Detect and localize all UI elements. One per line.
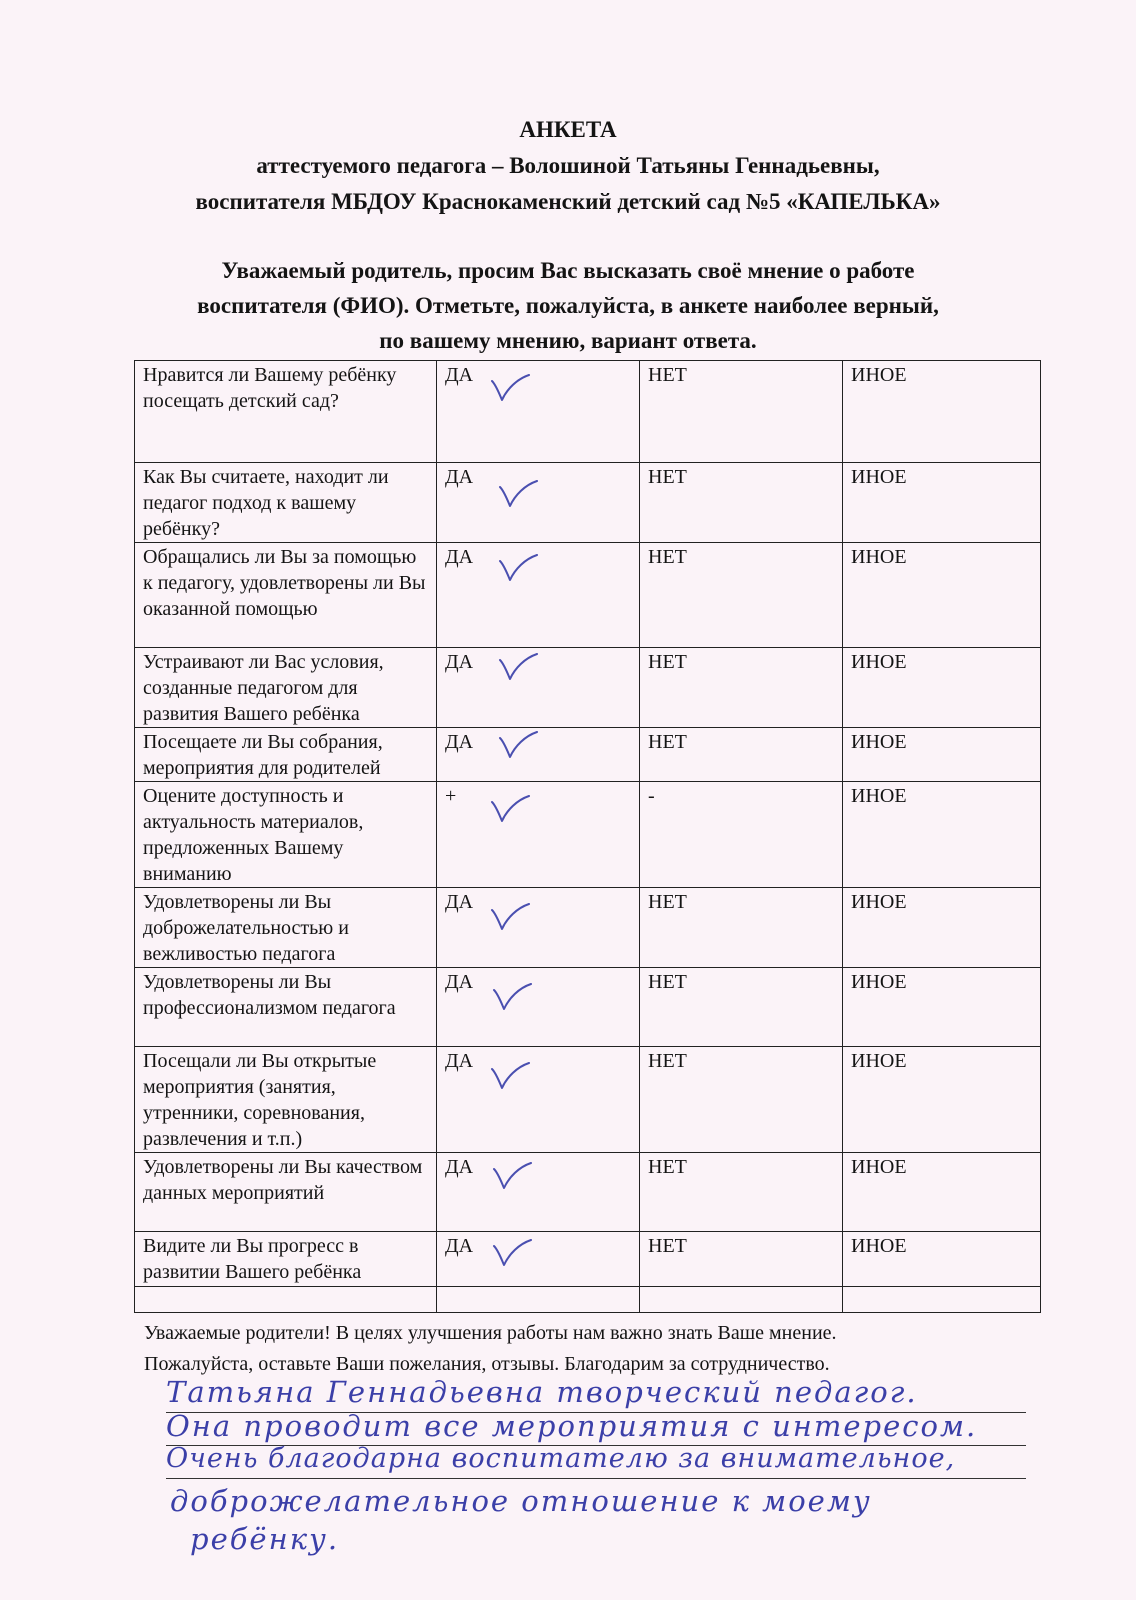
answer-label: ДА bbox=[445, 1156, 474, 1178]
survey-row bbox=[135, 1232, 1041, 1287]
answer-yes-cell[interactable] bbox=[437, 888, 640, 968]
answer-other-cell[interactable] bbox=[843, 361, 1041, 463]
question-cell bbox=[135, 782, 437, 888]
answer-yes-cell[interactable] bbox=[437, 968, 640, 1047]
survey-row bbox=[135, 728, 1041, 782]
checkmark-icon bbox=[491, 1161, 533, 1191]
survey-row bbox=[135, 968, 1041, 1047]
empty-cell bbox=[640, 1287, 843, 1313]
answer-no-cell[interactable] bbox=[640, 728, 843, 782]
answer-other-cell[interactable] bbox=[843, 648, 1041, 728]
handwritten-comment-line-2: Она проводит все мероприятия с интересом. bbox=[166, 1409, 978, 1443]
answer-other-cell[interactable] bbox=[843, 543, 1041, 648]
answer-yes-cell[interactable] bbox=[437, 361, 640, 463]
answer-no-cell[interactable] bbox=[640, 968, 843, 1047]
answer-no-cell[interactable] bbox=[640, 463, 843, 543]
answer-label: НЕТ bbox=[648, 651, 687, 673]
answer-no-cell[interactable] bbox=[640, 782, 843, 888]
handwritten-comment-line-4: доброжелательное отношение к моему bbox=[170, 1484, 872, 1518]
question-text: Удовлетворены ли Вы качеством данных мероприятий bbox=[143, 1156, 423, 1204]
answer-label: ДА bbox=[445, 891, 474, 913]
handwritten-comment-line-1: Татьяна Геннадьевна творческий педагог. bbox=[166, 1375, 918, 1409]
empty-cell bbox=[437, 1287, 640, 1313]
question-text: Удовлетворены ли Вы доброжелательностью и вежливостью педагога bbox=[143, 891, 349, 965]
answer-label: ДА bbox=[445, 1050, 474, 1072]
question-text: Посещаете ли Вы собрания, мероприятия для родителей bbox=[143, 731, 383, 779]
answer-label: ИНОЕ bbox=[851, 651, 907, 673]
answer-label: + bbox=[445, 785, 457, 807]
question-cell bbox=[135, 1047, 437, 1153]
question-cell bbox=[135, 968, 437, 1047]
answer-yes-cell[interactable] bbox=[437, 782, 640, 888]
intro-text bbox=[0, 253, 1136, 358]
question-cell bbox=[135, 361, 437, 463]
answer-label: ИНОЕ bbox=[851, 731, 907, 753]
answer-other-cell[interactable] bbox=[843, 1047, 1041, 1153]
answer-label: НЕТ bbox=[648, 1050, 687, 1072]
handwritten-comment-line-5: ребёнку. bbox=[190, 1522, 340, 1556]
answer-label: НЕТ bbox=[648, 466, 687, 488]
answer-label: ИНОЕ bbox=[851, 1156, 907, 1178]
checkmark-icon bbox=[489, 794, 531, 824]
question-cell bbox=[135, 728, 437, 782]
answer-other-cell[interactable] bbox=[843, 463, 1041, 543]
answer-label: НЕТ bbox=[648, 364, 687, 386]
answer-label: ИНОЕ bbox=[851, 785, 907, 807]
answer-label: ДА bbox=[445, 971, 474, 993]
checkmark-icon bbox=[489, 902, 531, 932]
footer-note bbox=[144, 1318, 837, 1380]
answer-other-cell[interactable] bbox=[843, 968, 1041, 1047]
survey-row bbox=[135, 782, 1041, 888]
question-cell bbox=[135, 648, 437, 728]
answer-label: ИНОЕ bbox=[851, 1235, 907, 1257]
answer-no-cell[interactable] bbox=[640, 888, 843, 968]
question-text: Видите ли Вы прогресс в развитии Вашего ребёнка bbox=[143, 1235, 362, 1283]
answer-yes-cell[interactable] bbox=[437, 1153, 640, 1232]
answer-label: ДА bbox=[445, 1235, 474, 1257]
answer-label: НЕТ bbox=[648, 971, 687, 993]
answer-other-cell[interactable] bbox=[843, 888, 1041, 968]
answer-label: НЕТ bbox=[648, 731, 687, 753]
question-text: Оцените доступность и актуальность материалов, предложенных Вашему вниманию bbox=[143, 785, 364, 885]
question-cell bbox=[135, 1232, 437, 1287]
survey-table bbox=[134, 360, 1041, 1313]
question-text: Посещали ли Вы открытые мероприятия (занятия, утренники, соревнования, развлечения и т.п.) bbox=[143, 1050, 377, 1150]
survey-row bbox=[135, 648, 1041, 728]
answer-label: ДА bbox=[445, 546, 474, 568]
footer-line-1: Уважаемые родители! В целях улучшения работы нам важно знать Ваше мнение. bbox=[144, 1322, 837, 1344]
answer-yes-cell[interactable] bbox=[437, 728, 640, 782]
answer-label: НЕТ bbox=[648, 891, 687, 913]
answer-label: ИНОЕ bbox=[851, 466, 907, 488]
document-header bbox=[0, 112, 1136, 220]
checkmark-icon bbox=[491, 1238, 533, 1268]
question-cell bbox=[135, 543, 437, 648]
answer-no-cell[interactable] bbox=[640, 1047, 843, 1153]
footer-line-2: Пожалуйста, оставьте Ваши пожелания, отзывы. Благодарим за сотрудничество. bbox=[144, 1353, 830, 1375]
answer-yes-cell[interactable] bbox=[437, 1232, 640, 1287]
answer-label: ИНОЕ bbox=[851, 546, 907, 568]
answer-no-cell[interactable] bbox=[640, 1232, 843, 1287]
question-cell bbox=[135, 1153, 437, 1232]
answer-label: ДА bbox=[445, 364, 474, 386]
answer-label: ДА bbox=[445, 466, 474, 488]
checkmark-icon bbox=[489, 1061, 531, 1091]
answer-label: ИНОЕ bbox=[851, 891, 907, 913]
answer-yes-cell[interactable] bbox=[437, 463, 640, 543]
intro-line-2: воспитателя (ФИО). Отметьте, пожалуйста, в анкете наиболее верный, bbox=[197, 293, 939, 318]
empty-row bbox=[135, 1287, 1041, 1313]
survey-row bbox=[135, 543, 1041, 648]
answer-label: ИНОЕ bbox=[851, 1050, 907, 1072]
checkmark-icon bbox=[497, 730, 539, 760]
question-text: Нравится ли Вашему ребёнку посещать детский сад? bbox=[143, 364, 397, 412]
answer-no-cell[interactable] bbox=[640, 1153, 843, 1232]
answer-yes-cell[interactable] bbox=[437, 648, 640, 728]
answer-label: - bbox=[648, 785, 655, 807]
checkmark-icon bbox=[497, 652, 539, 682]
checkmark-icon bbox=[491, 982, 533, 1012]
handwritten-comment-line-3: Очень благодарна воспитателю за внимательное, bbox=[166, 1443, 956, 1474]
survey-row bbox=[135, 463, 1041, 543]
answer-label: НЕТ bbox=[648, 546, 687, 568]
checkmark-icon bbox=[489, 373, 531, 403]
checkmark-icon bbox=[497, 553, 539, 583]
intro-line-1: Уважаемый родитель, просим Вас высказать своё мнение о работе bbox=[221, 258, 915, 283]
question-cell bbox=[135, 463, 437, 543]
survey-row bbox=[135, 1047, 1041, 1153]
checkmark-icon bbox=[497, 479, 539, 509]
question-text: Обращались ли Вы за помощью к педагогу, удовлетворены ли Вы оказанной помощью bbox=[143, 546, 426, 620]
question-cell bbox=[135, 888, 437, 968]
answer-label: ДА bbox=[445, 651, 474, 673]
answer-no-cell[interactable] bbox=[640, 361, 843, 463]
answer-other-cell[interactable] bbox=[843, 1232, 1041, 1287]
empty-cell bbox=[135, 1287, 437, 1313]
answer-other-cell[interactable] bbox=[843, 782, 1041, 888]
answer-no-cell[interactable] bbox=[640, 543, 843, 648]
answer-label: НЕТ bbox=[648, 1156, 687, 1178]
answer-label: ИНОЕ bbox=[851, 971, 907, 993]
comment-line bbox=[166, 1478, 1026, 1479]
question-text: Удовлетворены ли Вы профессионализмом педагога bbox=[143, 971, 396, 1019]
document-title: АНКЕТА bbox=[519, 117, 617, 142]
survey-row bbox=[135, 361, 1041, 463]
empty-cell bbox=[843, 1287, 1041, 1313]
answer-label: НЕТ bbox=[648, 1235, 687, 1257]
answer-other-cell[interactable] bbox=[843, 728, 1041, 782]
answer-no-cell[interactable] bbox=[640, 648, 843, 728]
answer-other-cell[interactable] bbox=[843, 1153, 1041, 1232]
answer-yes-cell[interactable] bbox=[437, 1047, 640, 1153]
question-text: Устраивают ли Вас условия, созданные педагогом для развития Вашего ребёнка bbox=[143, 651, 384, 725]
subject-line: аттестуемого педагога – Волошиной Татьяны Геннадьевны, bbox=[256, 153, 880, 178]
survey-row bbox=[135, 1153, 1041, 1232]
institution-line: воспитателя МБДОУ Краснокаменский детский сад №5 «КАПЕЛЬКА» bbox=[195, 189, 941, 214]
answer-label: ИНОЕ bbox=[851, 364, 907, 386]
question-text: Как Вы считаете, находит ли педагог подход к вашему ребёнку? bbox=[143, 466, 389, 540]
survey-row bbox=[135, 888, 1041, 968]
intro-line-3: по вашему мнению, вариант ответа. bbox=[379, 328, 757, 353]
answer-label: ДА bbox=[445, 731, 474, 753]
answer-yes-cell[interactable] bbox=[437, 543, 640, 648]
